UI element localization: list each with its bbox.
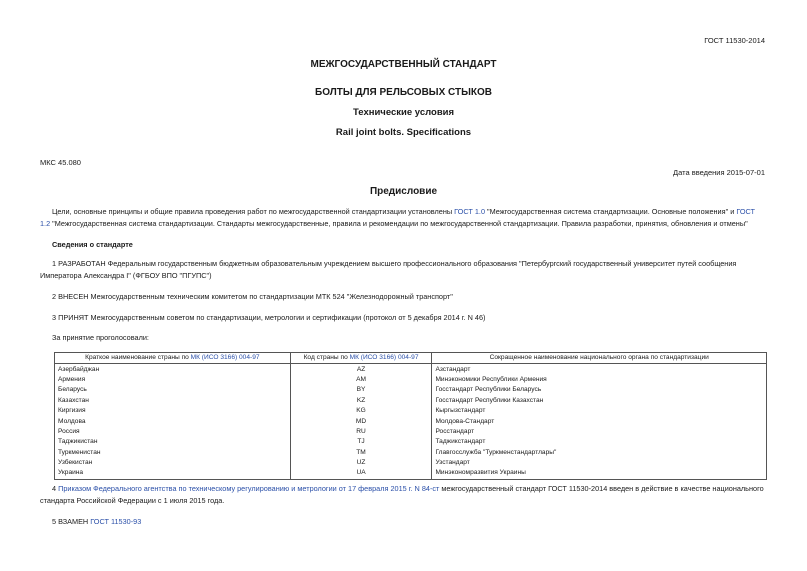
cell-standards-body: Госстандарт Республики Беларусь <box>432 385 767 395</box>
document-number: ГОСТ 11530-2014 <box>704 36 765 45</box>
foreword-text-b: "Межгосударственная система стандартизации. Основные положения" и <box>485 207 737 216</box>
intro-date: Дата введения 2015-07-01 <box>673 168 765 177</box>
cell-code: AM <box>290 375 432 385</box>
item-5-prefix: 5 ВЗАМЕН <box>52 517 91 526</box>
table-row <box>55 375 767 385</box>
foreword-heading: Предисловие <box>369 186 438 197</box>
cell-country: Таджикистан <box>55 437 291 447</box>
item-2-submitted: 2 ВНЕСЕН Межгосударственным техническим комитетом по стандартизации МТК 524 "Железнодорожный транспорт" <box>52 292 453 301</box>
cell-country: Казахстан <box>55 396 291 406</box>
table-row <box>55 448 767 458</box>
cell-standards-body: Узстандарт <box>432 458 767 468</box>
table-row <box>55 458 767 468</box>
table-row <box>55 468 767 479</box>
table-row <box>55 416 767 426</box>
cell-country: Армения <box>55 375 291 385</box>
cell-standards-body: Главгосслужба "Туркменстандартлары" <box>432 448 767 458</box>
cell-standards-body: Таджикстандарт <box>432 437 767 447</box>
cell-code: AZ <box>290 364 432 375</box>
item-5-replaces <box>40 516 767 528</box>
item-4-number: 4 <box>52 484 59 493</box>
cell-standards-body: Минэкономики Республики Армения <box>432 375 767 385</box>
col2-header-text: Код страны по <box>303 354 350 362</box>
item-1-developed: 1 РАЗРАБОТАН Федеральным государственным бюджетным образовательным учреждением высшего профессионального образования "Петербургский государственный университет путей сообщения Императора Александра I" (ФГБОУ ВПО "ПГУПС") <box>40 259 737 280</box>
table-row <box>55 406 767 416</box>
rosstandart-order-link[interactable]: Приказом Федерального агентства по техническому регулированию и метрологии от 17 февраля 2015 г. N 84-ст <box>58 484 440 493</box>
mk-iso-link[interactable]: МК (ИСО 3166) 004-97 <box>190 354 260 362</box>
cell-code: TJ <box>290 437 432 447</box>
english-title: Rail joint bolts. Specifications <box>335 127 472 138</box>
foreword-text-a: Цели, основные принципы и общие правила проведения работ по межгосударственной стандартизации установлены <box>52 207 455 216</box>
voted-label: За принятие проголосовали: <box>52 333 149 342</box>
cell-country: Туркменистан <box>55 448 291 458</box>
table-row <box>55 385 767 395</box>
cell-standards-body: Молдова-Стандарт <box>432 416 767 426</box>
gost-1-0-link[interactable]: ГОСТ 1.0 <box>454 207 485 216</box>
cell-code: UZ <box>290 458 432 468</box>
table-row <box>55 396 767 406</box>
cell-standards-body: Азстандарт <box>432 364 767 375</box>
cell-standards-body: Госстандарт Республики Казахстан <box>432 396 767 406</box>
cell-country: Молдова <box>55 416 291 426</box>
gost-11530-93-link[interactable]: ГОСТ 11530-93 <box>90 517 142 526</box>
cell-country: Россия <box>55 427 291 437</box>
cell-code: RU <box>290 427 432 437</box>
cell-code: TM <box>290 448 432 458</box>
column-header-code <box>290 353 432 364</box>
cell-country: Украина <box>55 468 291 479</box>
cell-code: BY <box>290 385 432 395</box>
voting-countries-table <box>54 352 767 480</box>
standard-info-heading <box>40 239 767 251</box>
table-row <box>55 437 767 447</box>
cell-standards-body: Минэкономразвития Украины <box>432 468 767 479</box>
mk-iso-link[interactable]: МК (ИСО 3166) 004-97 <box>349 354 419 362</box>
column-header-country <box>55 353 291 364</box>
standard-info-heading-text: Сведения о стандарте <box>52 240 133 249</box>
table-row <box>55 364 767 375</box>
cell-code: MD <box>290 416 432 426</box>
cell-country: Узбекистан <box>55 458 291 468</box>
foreword-text-c: "Межгосударственная система стандартизации. Стандарты межгосударственные, правила и рекомендации по межгосударственной стандартизации. Правила разработки, принятия, обновления и отмены" <box>50 218 748 228</box>
page-subtitle: Технические условия <box>352 107 455 118</box>
mks-code: МКС 45.080 <box>40 158 81 167</box>
item-3-adopted: 3 ПРИНЯТ Межгосударственным советом по стандартизации, метрологии и сертификации (протокол от 5 декабря 2014 г. N 46) <box>52 313 486 322</box>
table-header-row <box>55 353 767 364</box>
cell-code: KZ <box>290 396 432 406</box>
standard-type-heading: МЕЖГОСУДАРСТВЕННЫЙ СТАНДАРТ <box>310 59 497 70</box>
cell-country: Беларусь <box>55 385 291 395</box>
cell-country: Киргизия <box>55 406 291 416</box>
cell-country: Азербайджан <box>55 364 291 375</box>
item-4-enacted <box>40 483 767 506</box>
gost-1-2-link[interactable]: ГОСТ 1.2 <box>40 207 756 228</box>
cell-standards-body: Росстандарт <box>432 427 767 437</box>
page-title: БОЛТЫ ДЛЯ РЕЛЬСОВЫХ СТЫКОВ <box>315 87 492 98</box>
col1-header-text: Краткое наименование страны по <box>85 354 191 362</box>
item-4-text: межгосударственный стандарт ГОСТ 11530-2014 введен в действие в качестве национального стандарта Российской Федерации с 1 июля 2015 года. <box>40 484 764 505</box>
cell-code: UA <box>290 468 432 479</box>
cell-code: KG <box>290 406 432 416</box>
foreword-paragraph <box>40 206 767 229</box>
column-header-body: Сокращенное наименование национального органа по стандартизации <box>432 353 767 364</box>
cell-standards-body: Кыргызстандарт <box>432 406 767 416</box>
table-row <box>55 427 767 437</box>
